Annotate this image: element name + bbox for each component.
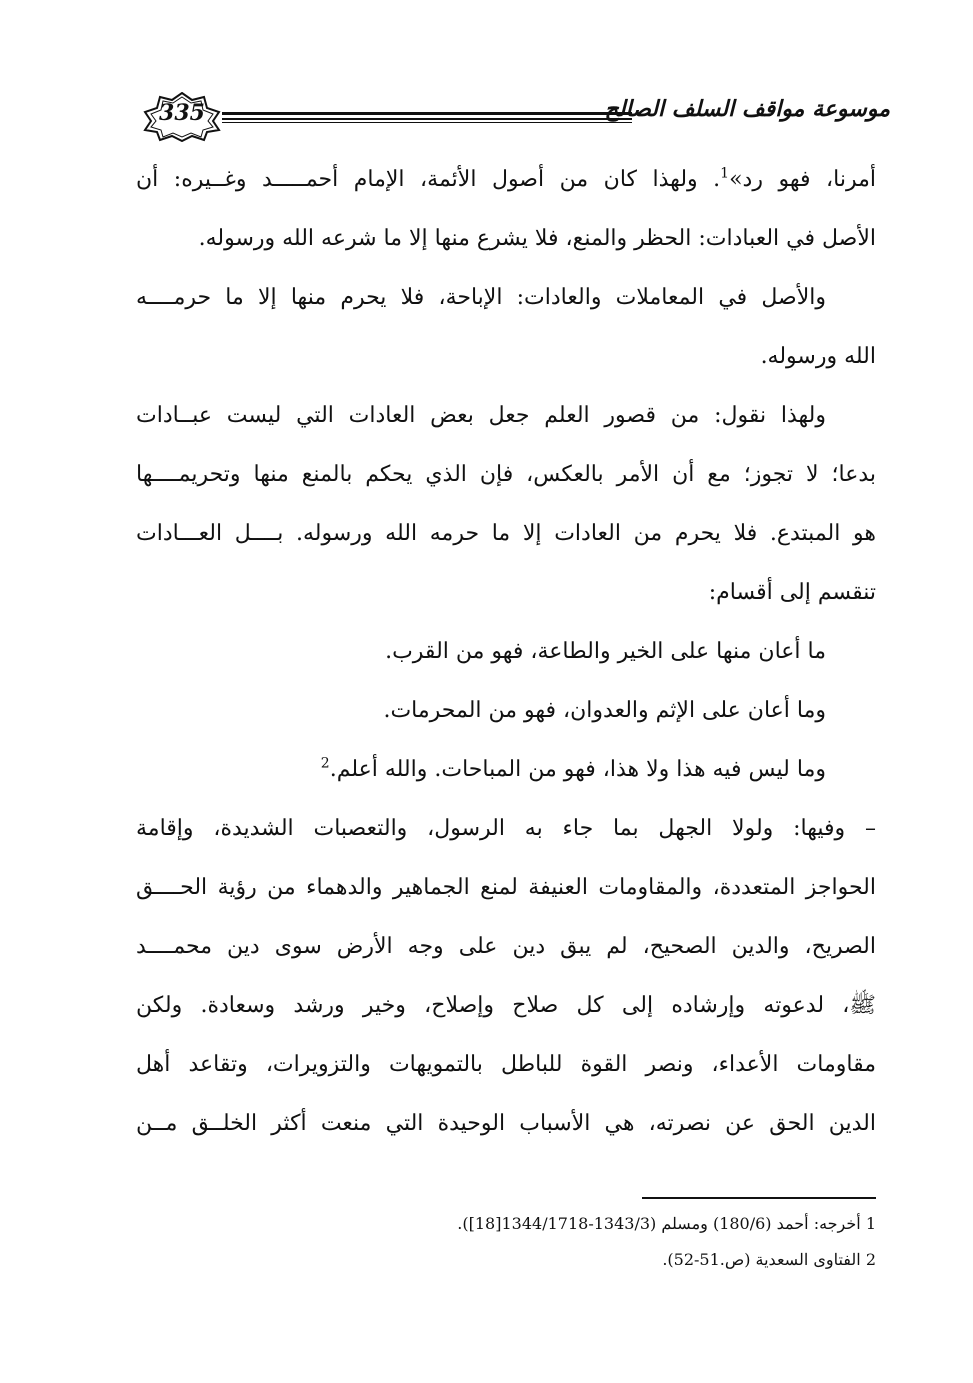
book-title: موسوعة مواقف السلف الصالح [604, 96, 890, 122]
text-line: الدين الحق عن نصرته، هي الأسباب الوحيدة التي منعت أكثر الخلــق مــن [136, 1111, 876, 1136]
text-segment: . ولهذا كان من أصول الأئمة، الإمام أحمـــــد وغــيره: أن [136, 167, 721, 192]
text-line: الله ورسوله. [760, 344, 876, 369]
text-line: الحواجز المتعددة، والمقاومات العنيفة لمنع الجماهير والدهماء من رؤية الحــــق [136, 875, 876, 900]
footnote-ref-2[interactable]: 2 [320, 755, 330, 772]
header-rule [222, 112, 632, 124]
text-line: ﷺ، لدعوته وإرشاده إلى كل صلاح وإصلاح، وخير ورشد وسعادة. ولكن [136, 993, 876, 1018]
text-line: الأصل في العبادات: الحظر والمنع، فلا يشرع منها إلا ما شرعه الله ورسوله. [198, 226, 876, 251]
footnote-divider [642, 1197, 876, 1199]
page-header [130, 90, 890, 150]
list-item [136, 740, 876, 799]
footnote-ref-1[interactable]: 1 [720, 165, 730, 182]
footnote-2: 2 الفتاوى السعدية (ص.51-52). [662, 1250, 876, 1269]
text-segment: أمرنا، فهو رد» [729, 167, 876, 192]
list-item: وما أعان على الإثم والعدوان، فهو من المحرمات. [383, 698, 826, 723]
text-line: بدعا؛ لا تجوز؛ مع أن الأمر بالعكس، فإن الذي يحكم بالمنع منها وتحريمــــها [136, 462, 876, 487]
main-text [136, 150, 876, 1153]
text-line: والأصل في المعاملات والعادات: الإباحة، فلا يحرم منها إلا ما حرمــــه [136, 285, 826, 310]
text-line: مقاومات الأعداء، ونصر القوة للباطل بالتمويهات والتزويرات، وتقاعد أهل [136, 1052, 876, 1077]
list-item: ما أعان منها على الخير والطاعة، فهو من القرب. [385, 639, 826, 664]
text-line: الصريح، والدين الصحيح، لم يبق دين على وجه الأرض سوى دين محمــــد [136, 934, 876, 959]
page-number: 335 [159, 100, 205, 126]
text-line [136, 150, 876, 209]
text-line: ولهذا نقول: من قصور العلم جعل بعض العادات التي ليست عبــادات [136, 403, 826, 428]
footnote-1: 1 أخرجه: أحمد (180/6) ومسلم (1343/3-1344/1718[18]). [457, 1214, 876, 1233]
text-line: – وفيها: ولولا الجهل بما جاء به الرسول، والتعصبات الشديدة، وإقامة [136, 816, 876, 841]
text-line: تنقسم إلى أقسام: [708, 580, 876, 605]
text-line: هو المبتدع. فلا يحرم من العادات إلا ما حرمه الله ورسوله. بــــل العـــادات [136, 521, 876, 546]
text-segment: وما ليس فيه هذا ولا هذا، فهو من المباحات. والله أعلم. [329, 757, 826, 782]
footnotes [136, 1206, 876, 1278]
